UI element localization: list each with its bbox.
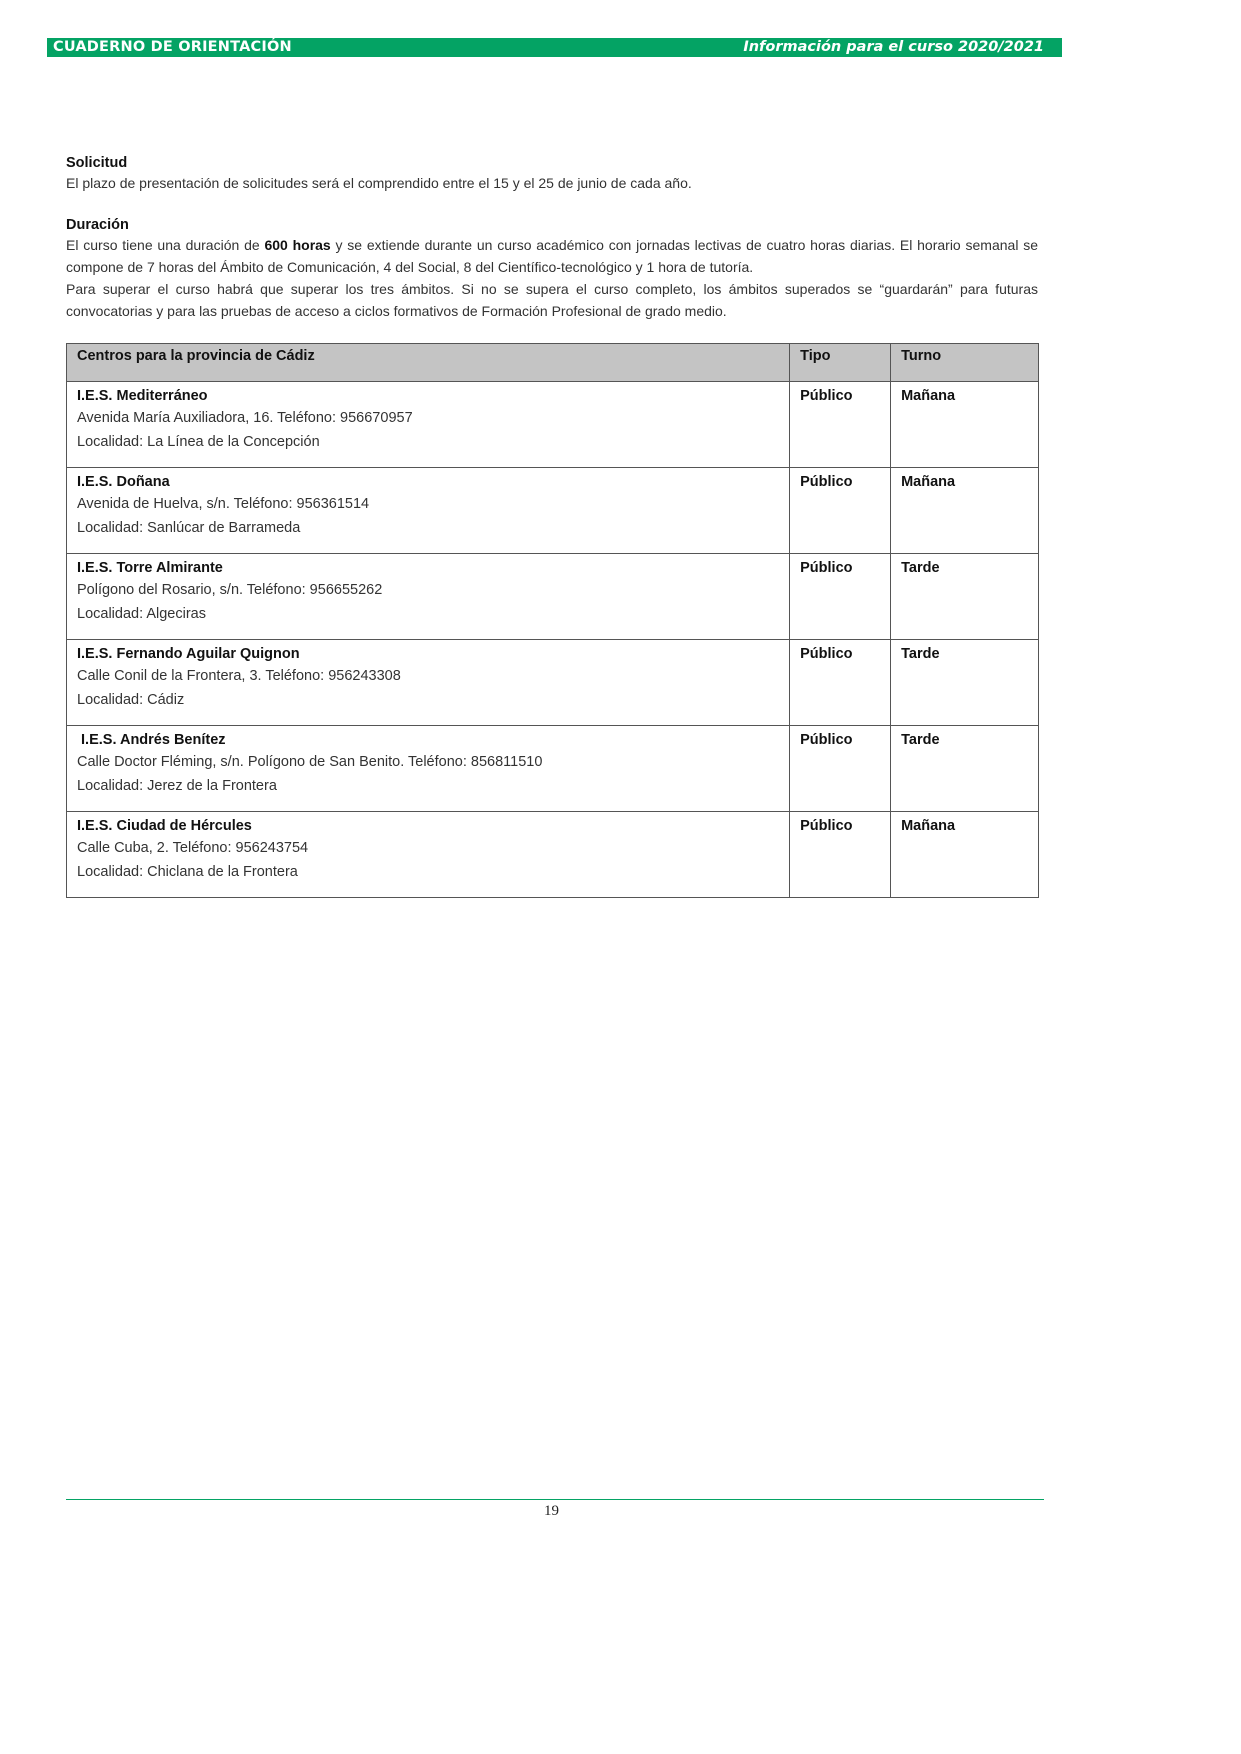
duracion-p1-before: El curso tiene una duración de	[66, 237, 265, 253]
center-tipo: Público	[790, 726, 891, 812]
center-address: Polígono del Rosario, s/n. Teléfono: 956655262	[77, 582, 383, 598]
center-locality: Localidad: Sanlúcar de Barrameda	[77, 520, 301, 536]
center-turno: Mañana	[891, 812, 1039, 898]
solicitud-heading: Solicitud	[66, 155, 128, 171]
center-tipo: Público	[790, 554, 891, 640]
center-address: Calle Conil de la Frontera, 3. Teléfono: 956243308	[77, 668, 401, 684]
duracion-p1-after: y se extiende durante un curso académico con jornadas lectivas de cuatro horas diarias. El horario semanal se compone de 7 horas del Ámbito de Comunicación, 4 del Social, 8 del Científico-tecnológico y 1 hora de tutoría.	[66, 237, 1039, 275]
center-locality: Localidad: Chiclana de la Frontera	[77, 864, 298, 880]
center-locality: Localidad: Jerez de la Frontera	[77, 778, 277, 794]
center-locality: Localidad: Algeciras	[77, 606, 206, 622]
center-cell	[67, 554, 790, 640]
duracion-paragraph-2: Para superar el curso habrá que superar los tres ámbitos. Si no se supera el curso completo, los ámbitos superados se “guardarán” para futuras convocatorias y para las pruebas de acceso a ciclos formativos de Formación Profesional de grado medio.	[66, 281, 1038, 319]
center-turno: Tarde	[891, 726, 1039, 812]
center-cell	[67, 468, 790, 554]
center-tipo: Público	[790, 382, 891, 468]
center-cell	[67, 382, 790, 468]
center-locality: Localidad: Cádiz	[77, 692, 185, 708]
spacer	[66, 194, 1038, 216]
table-row	[67, 468, 1039, 554]
center-name: I.E.S. Fernando Aguilar Quignon	[77, 646, 300, 662]
center-cell	[67, 812, 790, 898]
column-header-centros: Centros para la provincia de Cádiz	[67, 344, 790, 382]
center-turno: Tarde	[891, 554, 1039, 640]
table-row	[67, 554, 1039, 640]
centers-table	[66, 343, 1039, 898]
center-address: Calle Doctor Fléming, s/n. Polígono de San Benito. Teléfono: 856811510	[77, 754, 543, 770]
center-name: I.E.S. Ciudad de Hércules	[77, 818, 252, 834]
center-address: Calle Cuba, 2. Teléfono: 956243754	[77, 840, 309, 856]
main-content	[66, 154, 1038, 322]
center-address: Avenida de Huelva, s/n. Teléfono: 956361514	[77, 496, 370, 512]
center-cell	[67, 726, 790, 812]
column-header-turno: Turno	[891, 344, 1039, 382]
table-row	[67, 812, 1039, 898]
center-cell	[67, 640, 790, 726]
center-tipo: Público	[790, 468, 891, 554]
table-row	[67, 640, 1039, 726]
center-turno: Mañana	[891, 468, 1039, 554]
center-tipo: Público	[790, 812, 891, 898]
duracion-hours: 600 horas	[264, 237, 331, 253]
center-turno: Mañana	[891, 382, 1039, 468]
table-row	[67, 382, 1039, 468]
center-locality: Localidad: La Línea de la Concepción	[77, 434, 320, 450]
center-name: I.E.S. Andrés Benítez	[77, 732, 226, 748]
header-right-title: Información para el curso 2020/2021	[743, 39, 1044, 55]
center-name: I.E.S. Doñana	[77, 474, 170, 490]
center-tipo: Público	[790, 640, 891, 726]
table-header-row	[67, 344, 1039, 382]
center-name: I.E.S. Torre Almirante	[77, 560, 223, 576]
duracion-paragraph-1	[66, 234, 1038, 278]
table-row	[67, 726, 1039, 812]
solicitud-text: El plazo de presentación de solicitudes será el comprendido entre el 15 y el 25 de junio de cada año.	[66, 175, 692, 191]
footer-divider	[66, 1499, 1044, 1500]
header-left-title: CUADERNO DE ORIENTACIÓN	[53, 39, 292, 55]
center-turno: Tarde	[891, 640, 1039, 726]
page-number: 19	[544, 1503, 559, 1519]
center-name: I.E.S. Mediterráneo	[77, 388, 208, 404]
center-address: Avenida María Auxiliadora, 16. Teléfono: 956670957	[77, 410, 413, 426]
duracion-heading: Duración	[66, 217, 129, 233]
header-bar	[47, 38, 1062, 57]
column-header-tipo: Tipo	[790, 344, 891, 382]
